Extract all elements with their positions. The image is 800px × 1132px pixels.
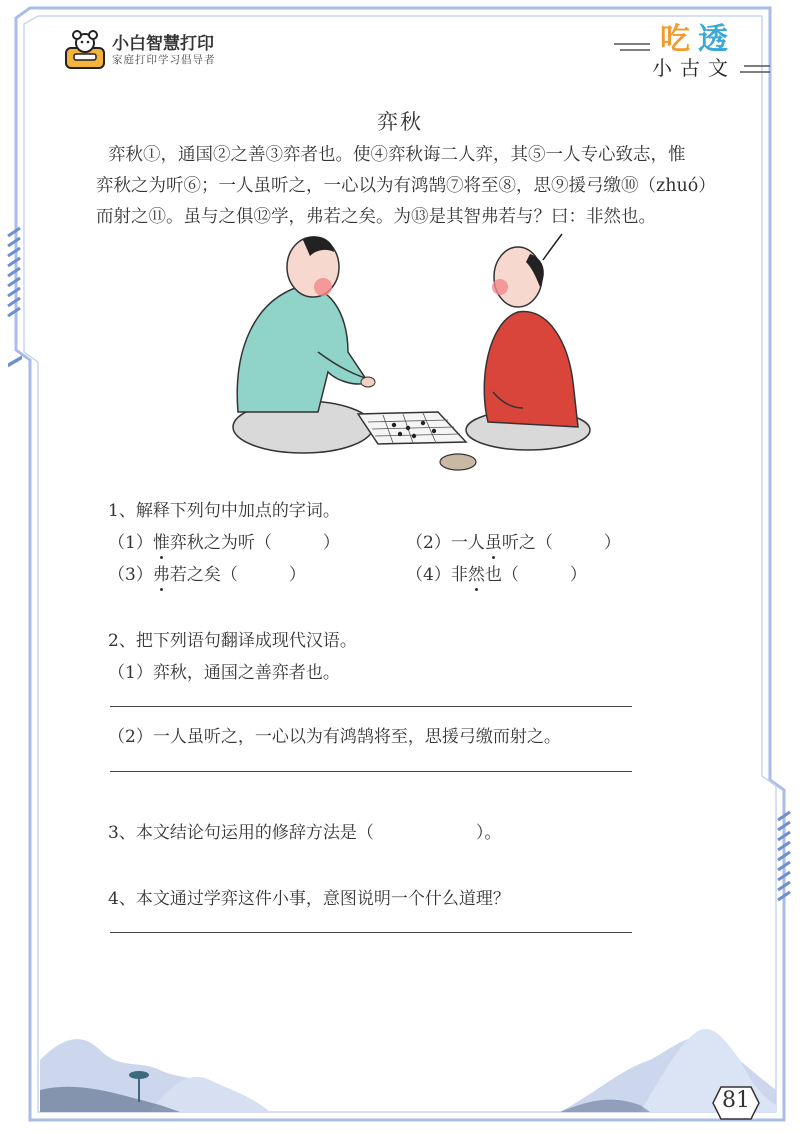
answer-line-1[interactable] (110, 706, 632, 707)
q1-item2-suffix: 听之（ ） (501, 533, 621, 553)
passage-line-2: 弈秋之为听⑥；一人虽听之，一心以为有鸿鹄⑦将至⑧，思⑨援弓缴⑩（zhuó） (96, 176, 716, 196)
brand-header (64, 30, 216, 70)
page-title: 弈秋 (377, 110, 423, 134)
series-char-1: 吃 (660, 22, 690, 57)
printer-bear-logo-icon (64, 30, 106, 70)
q1-item2-prefix: （2）一人 (406, 533, 485, 553)
question-4-stem: 4、本文通过学弈这件小事，意图说明一个什么道理？ (108, 889, 510, 909)
q1-item3-suffix: 若之矣（ ） (169, 565, 306, 585)
series-subtitle: 小古文 (652, 56, 736, 80)
q1-item3-prefix: （3） (108, 565, 153, 585)
question-1-item-4 (406, 560, 587, 585)
classical-passage (96, 140, 738, 233)
q1-item1-prefix: （1） (108, 533, 153, 553)
q1-item2-dotted-char: 虽 (485, 528, 502, 553)
question-1-item-3 (108, 560, 306, 585)
question-2-sentence-2: （2）一人虽听之，一心以为有鸿鹄将至，思援弓缴而射之。 (108, 727, 561, 747)
question-1-item-2 (406, 528, 621, 553)
brand-tagline: 家庭打印学习倡导者 (112, 53, 216, 66)
q1-item4-dotted-char: 然 (468, 560, 485, 585)
brand-name: 小白智慧打印 (112, 33, 214, 54)
q1-item1-suffix: 弈秋之为听（ ） (169, 533, 340, 553)
passage-line-1: 弈秋①，通国②之善③弈者也。使④弈秋诲二人弈，其⑤一人专心致志，惟 (108, 145, 686, 165)
answer-line-2[interactable] (110, 771, 632, 772)
question-1-item-1 (108, 528, 340, 553)
question-2-sentence-1: （1）弈秋，通国之善弈者也。 (108, 663, 340, 683)
question-3-stem: 3、本文结论句运用的修辞方法是（ ）。 (108, 823, 502, 843)
q1-item4-suffix: 也（ ） (484, 565, 587, 585)
question-2-stem: 2、把下列语句翻译成现代汉语。 (108, 631, 357, 651)
two-students-playing-go-illustration (218, 232, 598, 482)
passage-line-3: 而射之⑪。虽与之俱⑫学，弗若之矣。为⑬是其智弗若与？曰：非然也。 (96, 207, 656, 227)
answer-line-3[interactable] (110, 932, 632, 933)
q1-item4-prefix: （4）非 (406, 565, 468, 585)
q1-item3-dotted-char: 弗 (153, 560, 170, 585)
page-number: 81 (722, 1088, 750, 1113)
question-1-stem: 1、解释下列句中加点的字词。 (108, 501, 340, 521)
q1-item1-dotted-char: 惟 (153, 528, 170, 553)
series-logo (612, 12, 762, 82)
series-char-2: 透 (698, 22, 728, 57)
